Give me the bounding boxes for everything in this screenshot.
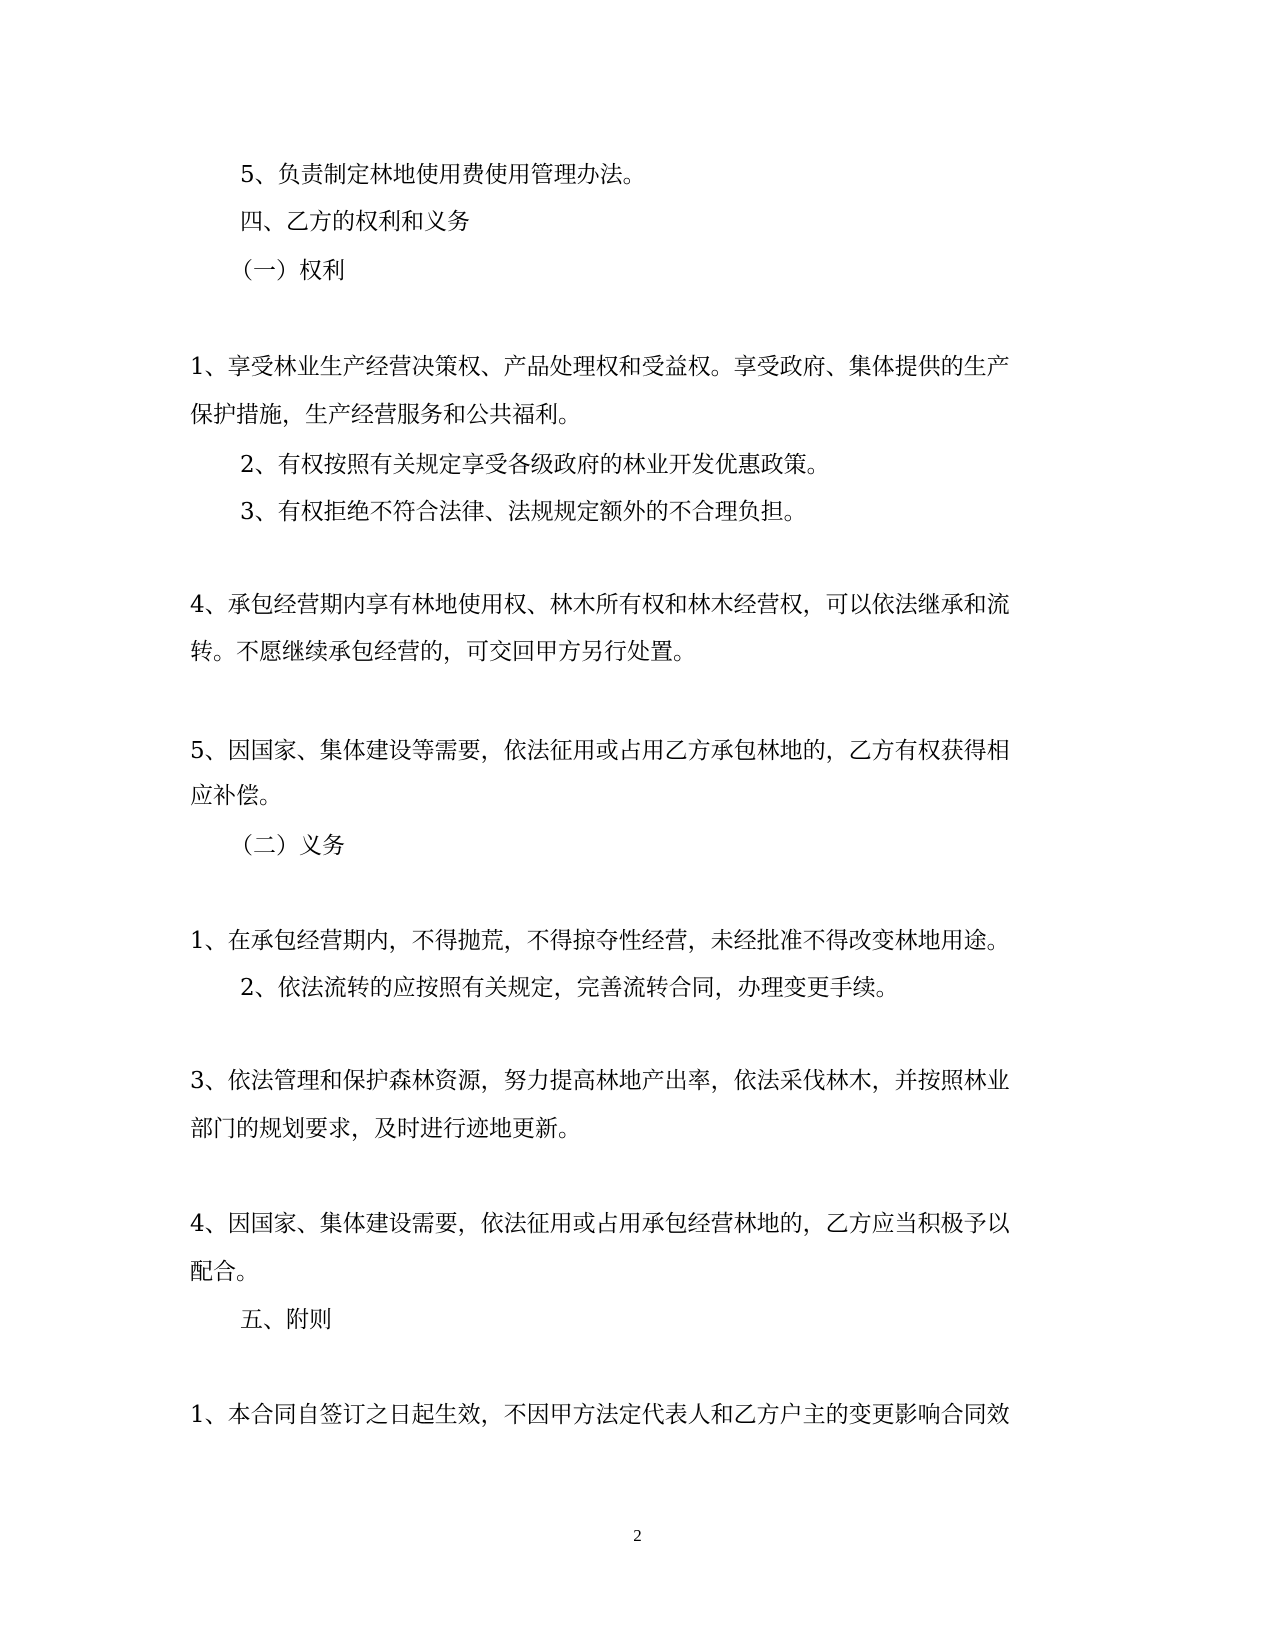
clause-line: 应补偿。 (190, 783, 282, 809)
clause-line: 转。不愿继续承包经营的，可交回甲方另行处置。 (190, 639, 696, 665)
page-number: 2 (633, 1526, 642, 1545)
clause-line: 5、负责制定林地使用费使用管理办法。 (240, 162, 646, 188)
clause-line: 保护措施，生产经营服务和公共福利。 (190, 402, 581, 428)
clause-line: 部门的规划要求，及时进行迹地更新。 (190, 1116, 581, 1142)
clause-line: 3、依法管理和保护森林资源，努力提高林地产出率，依法采伐林木，并按照林业 (190, 1068, 1010, 1094)
clause-line: 5、因国家、集体建设等需要，依法征用或占用乙方承包林地的，乙方有权获得相 (190, 738, 1010, 764)
section-heading: 五、附则 (240, 1307, 332, 1333)
clause-line: 1、享受林业生产经营决策权、产品处理权和受益权。享受政府、集体提供的生产 (190, 354, 1010, 380)
clause-line: 1、在承包经营期内，不得抛荒，不得掠夺性经营，未经批准不得改变林地用途。 (190, 928, 1010, 954)
subsection-heading: （二）义务 (230, 833, 345, 859)
section-heading: 四、乙方的权利和义务 (240, 209, 470, 235)
subsection-heading: （一）权利 (230, 258, 345, 284)
clause-line: 4、因国家、集体建设需要，依法征用或占用承包经营林地的，乙方应当积极予以 (190, 1211, 1010, 1237)
clause-line: 2、有权按照有关规定享受各级政府的林业开发优惠政策。 (240, 452, 830, 478)
clause-line: 配合。 (190, 1259, 259, 1285)
clause-line: 3、有权拒绝不符合法律、法规规定额外的不合理负担。 (240, 499, 807, 525)
clause-line: 1、本合同自签订之日起生效，不因甲方法定代表人和乙方户主的变更影响合同效 (190, 1402, 1010, 1428)
clause-line: 2、依法流转的应按照有关规定，完善流转合同，办理变更手续。 (240, 975, 899, 1001)
clause-line: 4、承包经营期内享有林地使用权、林木所有权和林木经营权，可以依法继承和流 (190, 592, 1010, 618)
